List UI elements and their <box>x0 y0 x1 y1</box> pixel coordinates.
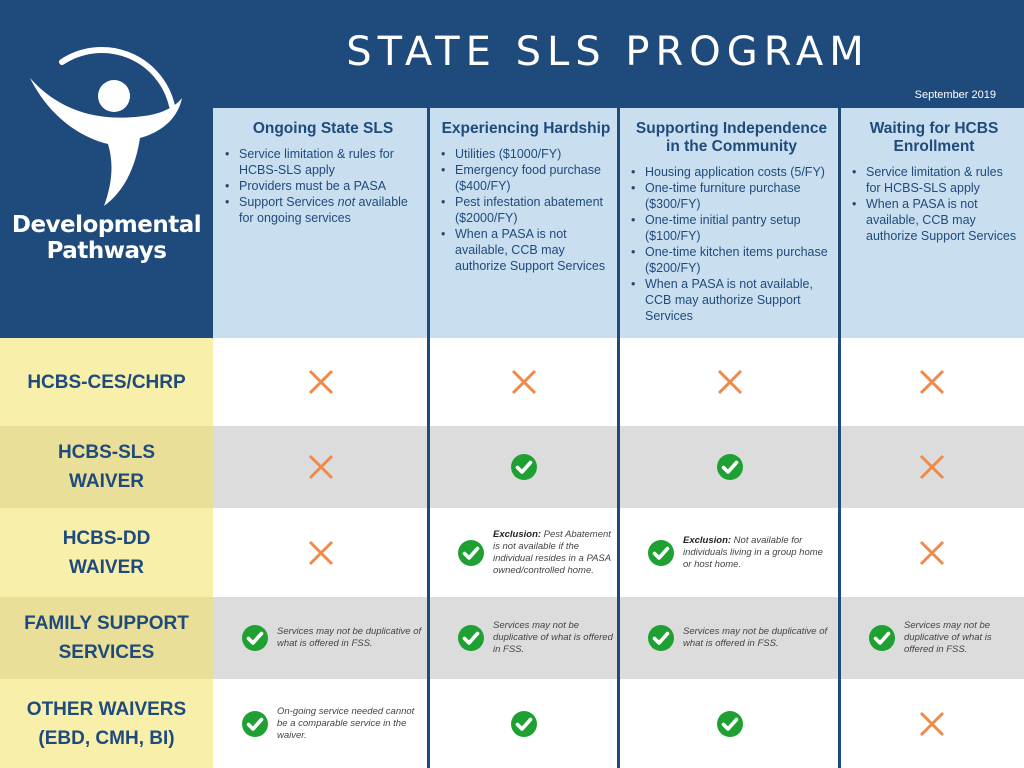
check-icon <box>716 453 744 481</box>
bullet-item: • Service limitation & rules for HCBS-SLS apply <box>223 146 423 178</box>
logo-line-1: Developmental <box>11 212 202 238</box>
row-label-line: OTHER WAIVERS <box>26 698 187 720</box>
check-icon <box>647 624 675 652</box>
check-icon <box>868 624 896 652</box>
status-mark <box>457 539 485 567</box>
logo-panel <box>0 0 213 338</box>
column-header <box>619 108 840 338</box>
logo-wordmark <box>0 212 213 264</box>
row-label <box>0 426 213 508</box>
bullet-item: • One-time initial pantry setup ($100/FY) <box>629 212 834 244</box>
column-bullet-list <box>850 164 1018 244</box>
column-bullet-list <box>439 146 613 274</box>
row-label <box>0 338 213 426</box>
status-mark <box>918 453 946 481</box>
bullet-item: • Service limitation & rules for HCBS-SLS apply <box>850 164 1018 196</box>
table-cell <box>457 597 613 679</box>
check-icon <box>241 624 269 652</box>
table-cell <box>241 679 423 768</box>
row-label-line: FAMILY SUPPORT <box>24 613 189 634</box>
developmental-pathways-logo-icon <box>22 34 192 214</box>
bullet-item: • Utilities ($1000/FY) <box>439 146 613 162</box>
x-icon <box>307 453 335 481</box>
row-label-line: SERVICES <box>58 642 155 663</box>
status-mark <box>647 624 675 652</box>
cell-note: Exclusion: Pest Abatement is not available if the individual resides in a PASA owned/controlled home. <box>493 528 611 576</box>
column-divider <box>617 108 620 768</box>
row-label-text <box>24 609 189 667</box>
row-label-text <box>27 368 185 397</box>
table-cell <box>619 426 840 508</box>
column-title: Waiting for HCBS Enrollment <box>869 120 999 155</box>
cell-note: Services may not be duplicative of what is offered in FSS. <box>683 626 828 649</box>
status-mark <box>307 539 335 567</box>
table-cell <box>647 597 834 679</box>
table-cell <box>840 338 1024 426</box>
row-label <box>0 679 213 768</box>
status-mark <box>307 453 335 481</box>
table-cell <box>840 426 1024 508</box>
status-mark <box>510 710 538 738</box>
x-icon <box>307 539 335 567</box>
column-divider <box>427 108 430 768</box>
cell-note: Exclusion: Not available for individuals living in a group home or host home. <box>683 534 823 570</box>
check-icon <box>457 624 485 652</box>
x-icon <box>918 368 946 396</box>
bullet-item: • When a PASA is not available, CCB may authorize Support Services <box>850 196 1018 244</box>
x-icon <box>307 368 335 396</box>
x-icon <box>918 710 946 738</box>
check-icon <box>457 539 485 567</box>
status-mark <box>510 453 538 481</box>
bullet-item: • Pest infestation abatement ($2000/FY) <box>439 194 613 226</box>
column-bullet-list <box>629 164 834 324</box>
row-label-text <box>58 438 155 496</box>
x-icon <box>716 368 744 396</box>
column-title: Ongoing State SLS <box>252 120 394 137</box>
status-mark <box>307 368 335 396</box>
row-label-line: WAIVER <box>69 471 144 492</box>
status-mark <box>510 368 538 396</box>
table-cell <box>241 597 423 679</box>
table-cell <box>213 508 429 597</box>
row-label-line: WAIVER <box>69 556 144 578</box>
status-mark <box>457 624 485 652</box>
bullet-item: • Housing application costs (5/FY) <box>629 164 834 180</box>
bullet-item: • Emergency food purchase ($400/FY) <box>439 162 613 194</box>
status-mark <box>918 368 946 396</box>
note-bold-label: Exclusion: <box>493 528 542 540</box>
column-header <box>840 108 1024 338</box>
bullet-item: • Providers must be a PASA <box>223 178 423 194</box>
cell-note: On-going service needed cannot be a comparable service in the waiver. <box>277 705 415 741</box>
bullet-item: • When a PASA is not available, CCB may authorize Support Services <box>629 276 834 324</box>
status-mark <box>716 710 744 738</box>
table-cell <box>457 508 613 597</box>
table-cell <box>429 679 619 768</box>
column-divider <box>838 108 841 768</box>
bullet-item: • One-time kitchen items purchase ($200/FY) <box>629 244 834 276</box>
logo-line-2: Pathways <box>46 238 167 264</box>
column-bullet-list <box>223 146 423 226</box>
emphasis-text: not <box>337 195 356 209</box>
table-cell <box>429 338 619 426</box>
check-icon <box>716 710 744 738</box>
row-label <box>0 597 213 679</box>
row-label-line: (EBD, CMH, BI) <box>38 727 175 749</box>
bullet-item: • Support Services not available for ongoing services <box>223 194 423 226</box>
table-cell <box>213 426 429 508</box>
date-label: September 2019 <box>914 89 996 101</box>
bullet-item: • When a PASA is not available, CCB may authorize Support Services <box>439 226 613 274</box>
table-cell <box>647 508 834 597</box>
status-mark <box>918 539 946 567</box>
row-label-line: HCBS-SLS <box>57 442 156 463</box>
x-icon <box>510 368 538 396</box>
table-cell <box>619 338 840 426</box>
status-mark <box>716 368 744 396</box>
bullet-item: • One-time furniture purchase ($300/FY) <box>629 180 834 212</box>
table-cell <box>213 338 429 426</box>
table-cell <box>429 426 619 508</box>
cell-note: Services may not be duplicative of what is offered in FSS. <box>277 626 422 649</box>
cell-note: Services may not be duplicative of what is offered in FSS. <box>493 620 613 655</box>
row-label <box>0 508 213 597</box>
column-header <box>213 108 429 338</box>
status-mark <box>241 624 269 652</box>
x-icon <box>918 453 946 481</box>
status-mark <box>918 710 946 738</box>
row-label-text <box>27 695 186 753</box>
table-cell <box>619 679 840 768</box>
column-title: Supporting Independence in the Community <box>635 120 828 155</box>
table-cell <box>840 679 1024 768</box>
status-mark <box>868 624 896 652</box>
page-title: STATE SLS PROGRAM <box>346 29 870 75</box>
column-header <box>429 108 619 338</box>
table-cell <box>868 597 1018 679</box>
check-icon <box>241 710 269 738</box>
check-icon <box>510 710 538 738</box>
status-mark <box>241 710 269 738</box>
check-icon <box>647 539 675 567</box>
status-mark <box>716 453 744 481</box>
column-title: Experiencing Hardship <box>441 120 611 137</box>
x-icon <box>918 539 946 567</box>
status-mark <box>647 539 675 567</box>
row-label-text <box>63 524 151 582</box>
note-bold-label: Exclusion: <box>683 534 732 546</box>
row-label-line: HCBS-CES/CHRP <box>27 371 186 393</box>
check-icon <box>510 453 538 481</box>
table-cell <box>840 508 1024 597</box>
row-label-line: HCBS-DD <box>62 527 151 549</box>
cell-note: Services may not be duplicative of what is offered in FSS. <box>904 620 992 655</box>
